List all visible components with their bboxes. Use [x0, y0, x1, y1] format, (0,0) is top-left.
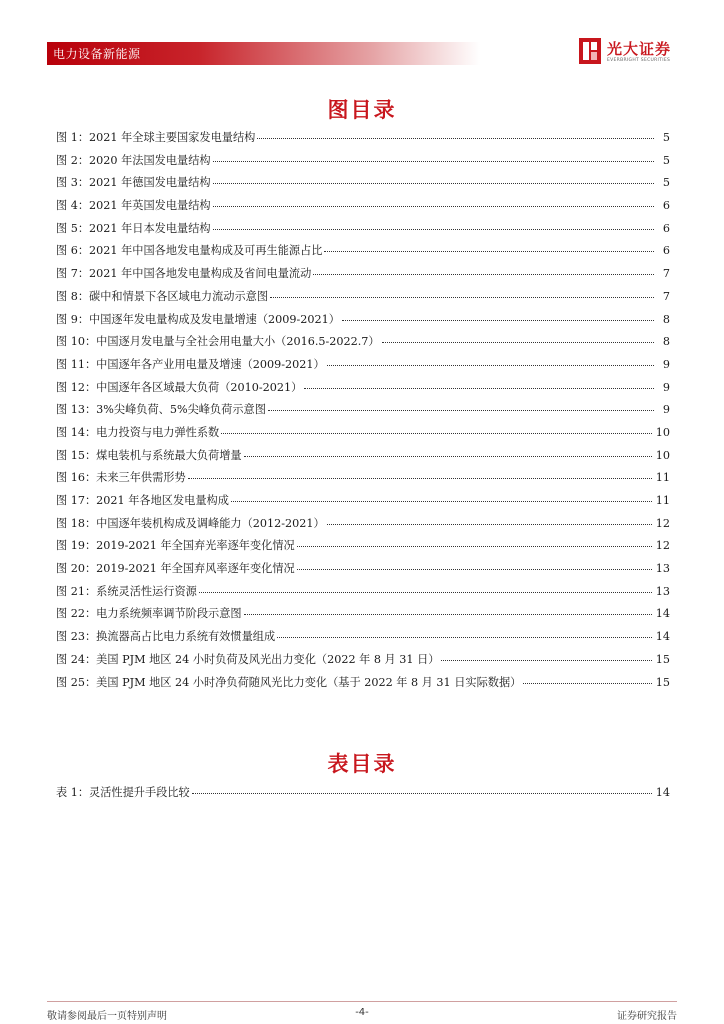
logo-mark-icon — [579, 38, 601, 64]
toc-entry-page[interactable]: 10 — [655, 448, 670, 462]
toc-entry-label[interactable]: 图 3：2021 年德国发电量结构 — [56, 176, 211, 190]
footer-report-type: 证券研究报告 — [617, 1011, 677, 1022]
toc-entry-label[interactable]: 图 14：电力投资与电力弹性系数 — [56, 425, 220, 439]
toc-entry-label[interactable]: 图 1：2021 年全球主要国家发电量结构 — [56, 131, 256, 144]
figure-toc-entry[interactable] — [56, 333, 670, 356]
toc-leader-dots — [342, 320, 654, 321]
toc-leader-dots — [199, 592, 652, 593]
figure-toc-entry[interactable] — [56, 152, 670, 175]
toc-leader-dots — [213, 161, 654, 162]
toc-leader-dots — [213, 229, 654, 230]
toc-entry-page[interactable]: 11 — [655, 471, 670, 485]
logo-text: 光大证券 — [607, 40, 672, 58]
figure-toc-entry[interactable] — [56, 560, 670, 583]
company-logo — [579, 38, 679, 68]
figure-toc-entry[interactable] — [56, 401, 670, 424]
toc-entry-label[interactable]: 图 22：电力系统频率调节阶段示意图 — [56, 607, 242, 621]
toc-entry-label[interactable]: 图 17：2021 年各地区发电量构成 — [56, 494, 229, 507]
toc-leader-dots — [382, 342, 654, 343]
toc-entry-label[interactable]: 表 1：灵活性提升手段比较 — [56, 786, 190, 799]
toc-entry-label[interactable]: 图 19：2019-2021 年全国弃光率逐年变化情况 — [56, 539, 295, 553]
toc-entry-page[interactable]: 8 — [662, 312, 670, 326]
toc-leader-dots — [231, 501, 652, 502]
toc-leader-dots — [213, 183, 654, 184]
toc-leader-dots — [257, 138, 654, 139]
table-toc-entry[interactable] — [56, 784, 670, 807]
toc-leader-dots — [297, 569, 652, 570]
toc-entry-label[interactable]: 图 9：中国逐年发电量构成及发电量增速（2009-2021） — [56, 312, 340, 326]
figure-toc-entry[interactable] — [56, 288, 670, 311]
toc-entry-label[interactable]: 图 8：碳中和情景下各区域电力流动示意图 — [56, 289, 269, 303]
footer-divider — [47, 1001, 677, 1002]
toc-leader-dots — [297, 546, 652, 547]
toc-leader-dots — [327, 524, 652, 525]
toc-entry-page[interactable]: 12 — [655, 516, 670, 530]
figure-toc-entry[interactable] — [56, 537, 670, 560]
toc-entry-page[interactable]: 14 — [655, 630, 670, 644]
toc-entry-page[interactable]: 14 — [655, 607, 670, 621]
toc-leader-dots — [304, 388, 654, 389]
toc-entry-label[interactable]: 图 6：2021 年中国各地发电量构成及可再生能源占比 — [56, 244, 323, 258]
toc-entry-label[interactable]: 图 20：2019-2021 年全国弃风率逐年变化情况 — [56, 562, 295, 576]
figure-toc-entry[interactable] — [56, 447, 670, 470]
toc-entry-label[interactable]: 图 24：美国 PJM 地区 24 小时负荷及风光出力变化（2022 年 8 月 31 日） — [56, 652, 440, 666]
figure-toc-entry[interactable] — [56, 515, 670, 538]
toc-leader-dots — [441, 660, 651, 661]
toc-entry-page[interactable]: 9 — [662, 380, 670, 394]
toc-entry-page[interactable]: 7 — [662, 267, 670, 281]
toc-entry-label[interactable]: 图 23：换流器高占比电力系统有效惯量组成 — [56, 630, 276, 644]
toc-leader-dots — [213, 206, 654, 207]
toc-entry-page[interactable]: 5 — [662, 153, 670, 167]
toc-leader-dots — [244, 456, 652, 457]
toc-entry-page[interactable]: 13 — [655, 562, 670, 576]
figure-toc-entry[interactable] — [56, 356, 670, 379]
toc-entry-label[interactable]: 图 15：煤电装机与系统最大负荷增量 — [56, 448, 242, 462]
figure-toc-entry[interactable] — [56, 424, 670, 447]
toc-entry-label[interactable]: 图 21：系统灵活性运行资源 — [56, 584, 197, 598]
figure-toc-entry[interactable] — [56, 674, 670, 697]
toc-leader-dots — [313, 274, 654, 275]
toc-entry-page[interactable]: 5 — [662, 131, 670, 144]
toc-leader-dots — [327, 365, 654, 366]
figure-toc-entry[interactable] — [56, 197, 670, 220]
figure-toc-entry[interactable] — [56, 605, 670, 628]
toc-entry-page[interactable]: 12 — [655, 539, 670, 553]
toc-leader-dots — [270, 297, 654, 298]
toc-leader-dots — [277, 637, 652, 638]
header-section-title: 电力设备新能源 — [53, 47, 141, 61]
figure-toc-entry[interactable] — [56, 265, 670, 288]
toc-entry-page[interactable]: 9 — [662, 357, 670, 371]
toc-entry-page[interactable]: 6 — [662, 221, 670, 235]
figure-toc-entry[interactable] — [56, 492, 670, 515]
toc-entry-label[interactable]: 图 16：未来三年供需形势 — [56, 471, 186, 485]
toc-entry-label[interactable]: 图 5：2021 年日本发电量结构 — [56, 221, 211, 235]
figure-toc-list — [56, 129, 670, 696]
table-toc-list — [56, 784, 670, 807]
toc-leader-dots — [188, 478, 652, 479]
toc-entry-page[interactable]: 10 — [655, 425, 670, 439]
footer-disclaimer: 敬请参阅最后一页特别声明 — [47, 1011, 167, 1022]
figure-toc-title: 图目录 — [327, 98, 397, 122]
toc-entry-label[interactable]: 图 18：中国逐年装机构成及调峰能力（2012-2021） — [56, 516, 325, 530]
toc-entry-page[interactable]: 11 — [655, 494, 670, 507]
logo-subtext: EVERBRIGHT SECURITIES — [607, 58, 671, 63]
toc-entry-page[interactable]: 9 — [662, 403, 670, 417]
table-toc-title: 表目录 — [327, 752, 397, 776]
toc-entry-label[interactable]: 图 13：3%尖峰负荷、5%尖峰负荷示意图 — [56, 403, 266, 417]
toc-entry-page[interactable]: 15 — [655, 675, 670, 689]
toc-leader-dots — [244, 614, 652, 615]
page-number: -4- — [355, 1007, 369, 1018]
toc-leader-dots — [324, 251, 654, 252]
toc-entry-label[interactable]: 图 10：中国逐月发电量与全社会用电量大小（2016.5-2022.7） — [56, 335, 380, 349]
figure-toc-entry[interactable] — [56, 379, 670, 402]
toc-entry-page[interactable]: 6 — [662, 244, 670, 258]
figure-toc-entry[interactable] — [56, 651, 670, 674]
toc-entry-label[interactable]: 图 7：2021 年中国各地发电量构成及省间电量流动 — [56, 267, 312, 281]
figure-toc-entry[interactable] — [56, 242, 670, 265]
toc-entry-label[interactable]: 图 11：中国逐年各产业用电量及增速（2009-2021） — [56, 357, 325, 371]
figure-toc-entry[interactable] — [56, 174, 670, 197]
figure-toc-entry[interactable] — [56, 129, 670, 152]
figure-toc-entry[interactable] — [56, 311, 670, 334]
toc-entry-page[interactable]: 7 — [662, 289, 670, 303]
toc-entry-page[interactable]: 14 — [655, 786, 670, 799]
toc-entry-page[interactable]: 13 — [655, 584, 670, 598]
toc-entry-page[interactable]: 8 — [662, 335, 670, 349]
figure-toc-entry[interactable] — [56, 220, 670, 243]
toc-leader-dots — [221, 433, 652, 434]
figure-toc-entry[interactable] — [56, 583, 670, 606]
figure-toc-entry[interactable] — [56, 469, 670, 492]
toc-leader-dots — [268, 410, 654, 411]
toc-entry-page[interactable]: 6 — [662, 199, 670, 213]
toc-leader-dots — [523, 683, 651, 684]
toc-entry-page[interactable]: 15 — [655, 652, 670, 666]
figure-toc-entry[interactable] — [56, 628, 670, 651]
toc-entry-label[interactable]: 图 25：美国 PJM 地区 24 小时净负荷随风光比力变化（基于 2022 年 8 月 31 日实际数据） — [56, 675, 522, 689]
toc-entry-label[interactable]: 图 4：2021 年英国发电量结构 — [56, 199, 211, 213]
toc-entry-label[interactable]: 图 12：中国逐年各区域最大负荷（2010-2021） — [56, 380, 303, 394]
toc-entry-label[interactable]: 图 2：2020 年法国发电量结构 — [56, 153, 211, 167]
toc-leader-dots — [192, 793, 652, 794]
toc-entry-page[interactable]: 5 — [662, 176, 670, 190]
